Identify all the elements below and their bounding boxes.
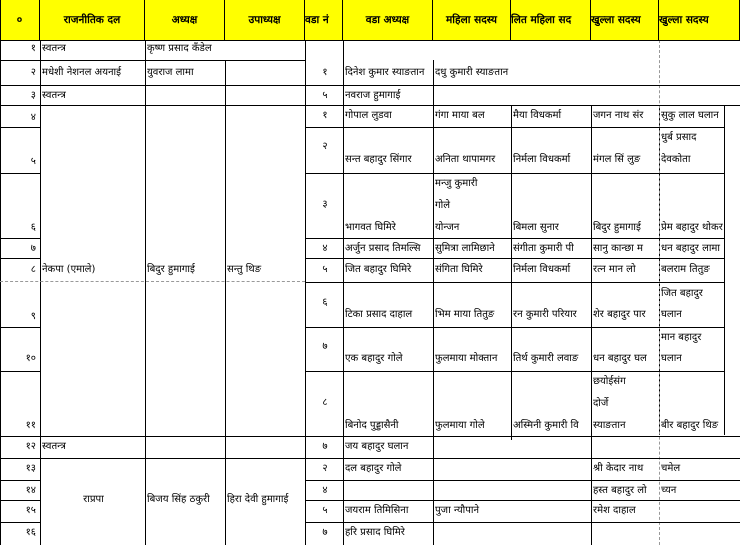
cell-women[interactable]: पुजा न्यौपाने — [435, 505, 480, 516]
cell-ward-chair[interactable]: सन्त बहादुर सिंगार — [345, 154, 412, 165]
cell-open-1[interactable]: श्री केदार नाथ — [593, 463, 644, 474]
cell-chair[interactable]: बिजय सिंह ठकुरी — [147, 494, 210, 505]
cell-open-2[interactable]: बलराम तितुङ — [661, 264, 710, 275]
cell-ward[interactable]: ७ — [322, 341, 328, 352]
cell-ward-chair[interactable]: टिका प्रसाद दाहाल — [345, 309, 413, 320]
cell-ward[interactable]: ४ — [322, 485, 328, 496]
cell-ward[interactable]: ३ — [322, 199, 328, 210]
cell-open-1[interactable]: बिदुर हुमागाई — [593, 222, 641, 233]
cell-party[interactable]: स्वतन्त्र — [42, 43, 66, 54]
cell-women[interactable]: फुलमाया मोक्तान — [435, 353, 498, 364]
cell-chair[interactable]: युवराज लामा — [147, 67, 194, 78]
cell-vice-chair[interactable]: हिरा देवी हुमागाई — [227, 494, 289, 505]
cell-open-1[interactable]: शेर बहादुर पार — [593, 309, 646, 320]
cell-open-2[interactable]: धन बहादुर लामा — [661, 243, 721, 254]
cell-dalit-women[interactable]: मैया विधकर्मा — [513, 110, 562, 121]
cell-sn[interactable]: ९ — [30, 311, 36, 322]
cell-open-2[interactable]: बीर बहादुर थिङ — [661, 420, 719, 431]
cell-party[interactable]: मधेशी नेशनल अयनाई — [42, 67, 122, 78]
cell-open-2[interactable]: च्यन — [661, 485, 677, 496]
cell-sn[interactable]: ४ — [30, 112, 36, 123]
cell-women-line3[interactable]: योन्जन — [435, 222, 460, 233]
cell-open-1[interactable]: जगन नाथ संर — [593, 110, 644, 121]
cell-ward-chair[interactable]: जय बहादुर घलान — [345, 441, 409, 452]
cell-women[interactable]: अनिता थापामगर — [435, 154, 496, 165]
cell-ward[interactable]: ५ — [322, 90, 328, 101]
cell-ward[interactable]: १ — [322, 67, 328, 78]
cell-sn[interactable]: १० — [25, 353, 36, 364]
cell-sn[interactable]: ६ — [30, 222, 36, 233]
cell-ward[interactable]: ६ — [322, 297, 328, 308]
cell-open-1[interactable]: धन बहादुर घल — [593, 353, 647, 364]
cell-women[interactable]: मन्जु कुमारी — [435, 178, 478, 189]
cell-ward-chair[interactable]: जित बहादुर घिमिरे — [345, 264, 412, 275]
cell-ward-chair[interactable]: एक बहादुर गोले — [345, 353, 403, 364]
cell-open-1[interactable]: मंगल सिं लुङ — [593, 154, 641, 165]
cell-chair[interactable]: बिदुर हुमागाई — [147, 264, 195, 275]
cell-open-2-line2[interactable]: घलान — [661, 309, 682, 320]
cell-ward-chair[interactable]: भागवत घिमिरे — [345, 222, 396, 233]
cell-chair[interactable]: कृष्ण प्रसाद कँडेल — [147, 43, 212, 54]
cell-ward[interactable]: ८ — [322, 397, 328, 408]
cell-ward[interactable]: १ — [322, 110, 328, 121]
cell-women[interactable]: सुमित्रा लामिछाने — [435, 243, 495, 254]
cell-party[interactable]: स्वतन्त्र — [42, 90, 66, 101]
header-women-member[interactable]: महिला सदस्य — [433, 0, 511, 40]
cell-party[interactable]: नेकपा (एमाले) — [42, 264, 96, 275]
cell-open-2[interactable]: धुर्ब प्रसाद — [661, 132, 697, 143]
cell-sn[interactable]: १४ — [25, 485, 36, 496]
cell-women[interactable]: फुलमाया गोले — [435, 420, 485, 431]
cell-dalit-women[interactable]: रन कुमारी परियार — [513, 309, 577, 320]
header-open-member-1[interactable]: खुल्ला सदस्य — [591, 0, 659, 40]
header-dalit-women-member[interactable]: लित महिला सद — [511, 0, 591, 40]
cell-sn[interactable]: २ — [30, 67, 36, 78]
cell-dalit-women[interactable]: तिर्थ कुमारी लवाङ — [513, 353, 579, 364]
cell-open-1[interactable]: सानु कान्छा म — [593, 243, 643, 254]
cell-ward[interactable]: ७ — [322, 527, 328, 538]
cell-open-2-line2[interactable]: देवकोता — [661, 154, 691, 165]
cell-dalit-women[interactable]: निर्मला विधकर्मा — [513, 264, 571, 275]
cell-women[interactable]: भिम माया तितुङ — [435, 309, 495, 320]
cell-ward[interactable]: ४ — [322, 243, 328, 254]
cell-dalit-women[interactable]: बिमला सुनार — [513, 222, 559, 233]
cell-ward[interactable]: ७ — [322, 441, 328, 452]
cell-party[interactable]: स्वतन्त्र — [42, 441, 66, 452]
cell-sn[interactable]: ५ — [30, 156, 36, 167]
header-sn[interactable]: ० — [0, 0, 40, 40]
cell-sn[interactable]: ११ — [25, 420, 36, 431]
cell-open-1[interactable]: रत्न मान लो — [593, 264, 636, 275]
cell-women[interactable]: दधु कुमारी स्याङतान — [435, 67, 509, 78]
cell-dalit-women[interactable]: अस्मिनी कुमारी वि — [513, 420, 579, 431]
cell-ward-chair[interactable]: हरि प्रसाद घिमिरे — [345, 527, 405, 538]
cell-sn[interactable]: १५ — [25, 505, 36, 516]
header-ward-chair[interactable]: वडा अध्यक्ष — [343, 0, 433, 40]
cell-ward[interactable]: २ — [322, 463, 328, 474]
header-chair[interactable]: अध्यक्ष — [145, 0, 225, 40]
cell-women[interactable]: गंगा माया बल — [435, 110, 485, 121]
cell-ward-chair[interactable]: दल बहादुर गोले — [345, 463, 402, 474]
cell-ward-chair[interactable]: दिनेश कुमार स्याङतान — [345, 67, 425, 78]
cell-open-1[interactable]: छयोईसंग — [593, 376, 626, 387]
cell-ward[interactable]: २ — [322, 141, 328, 152]
cell-open-2[interactable]: मान बहादुर — [661, 332, 702, 343]
cell-dalit-women[interactable]: संगीता कुमारी पी — [513, 243, 574, 254]
cell-ward-chair[interactable]: अर्जुन प्रसाद तिमल्सि — [345, 243, 421, 254]
cell-sn[interactable]: १६ — [25, 527, 36, 538]
cell-open-2-line2[interactable]: घलान — [661, 353, 682, 364]
cell-sn[interactable]: ७ — [30, 243, 36, 254]
cell-open-2[interactable]: जित बहादुर — [661, 288, 703, 299]
cell-open-1[interactable]: रमेश दाहाल — [593, 505, 636, 516]
cell-open-2[interactable]: चमेल — [661, 463, 681, 474]
cell-open-2[interactable]: सुकु लाल घलान — [661, 110, 719, 121]
cell-women-line2[interactable]: गोले — [435, 200, 450, 211]
cell-ward-chair[interactable]: बिनोद पुड्डासैनी — [345, 420, 399, 431]
header-party[interactable]: राजनीतिक दल — [40, 0, 145, 40]
cell-ward-chair[interactable]: गोपाल लुडवा — [345, 110, 392, 121]
cell-vice-chair[interactable]: सन्तु थिङ — [227, 264, 262, 275]
cell-women[interactable]: संगिता घिमिरे — [435, 264, 483, 275]
cell-dalit-women[interactable]: निर्मला विधकर्मा — [513, 154, 571, 165]
cell-open-2[interactable]: प्रेम बहादुर थोकर — [661, 222, 723, 233]
cell-ward[interactable]: ५ — [322, 505, 328, 516]
header-ward-no[interactable]: वडा नं — [305, 0, 343, 40]
cell-sn[interactable]: ३ — [30, 90, 36, 101]
header-open-member-2[interactable]: खुल्ला सदस्य — [659, 0, 740, 40]
cell-sn[interactable]: १ — [30, 43, 36, 54]
cell-ward-chair[interactable]: जयराम तिमिसिना — [345, 505, 409, 516]
cell-open-1-line3[interactable]: स्याङतान — [593, 420, 626, 431]
cell-open-1-line2[interactable]: दोर्जे — [593, 398, 609, 409]
cell-open-1[interactable]: हस्त बहादुर लो — [593, 485, 647, 496]
header-vice-chair[interactable]: उपाध्यक्ष — [225, 0, 305, 40]
cell-sn[interactable]: ८ — [30, 264, 36, 275]
cell-sn[interactable]: १२ — [25, 441, 36, 452]
cell-party[interactable]: राप्रपा — [83, 494, 104, 505]
cell-ward-chair[interactable]: नवराज हुमागाई — [345, 90, 401, 101]
cell-ward[interactable]: ५ — [322, 264, 328, 275]
cell-sn[interactable]: १३ — [25, 463, 36, 474]
